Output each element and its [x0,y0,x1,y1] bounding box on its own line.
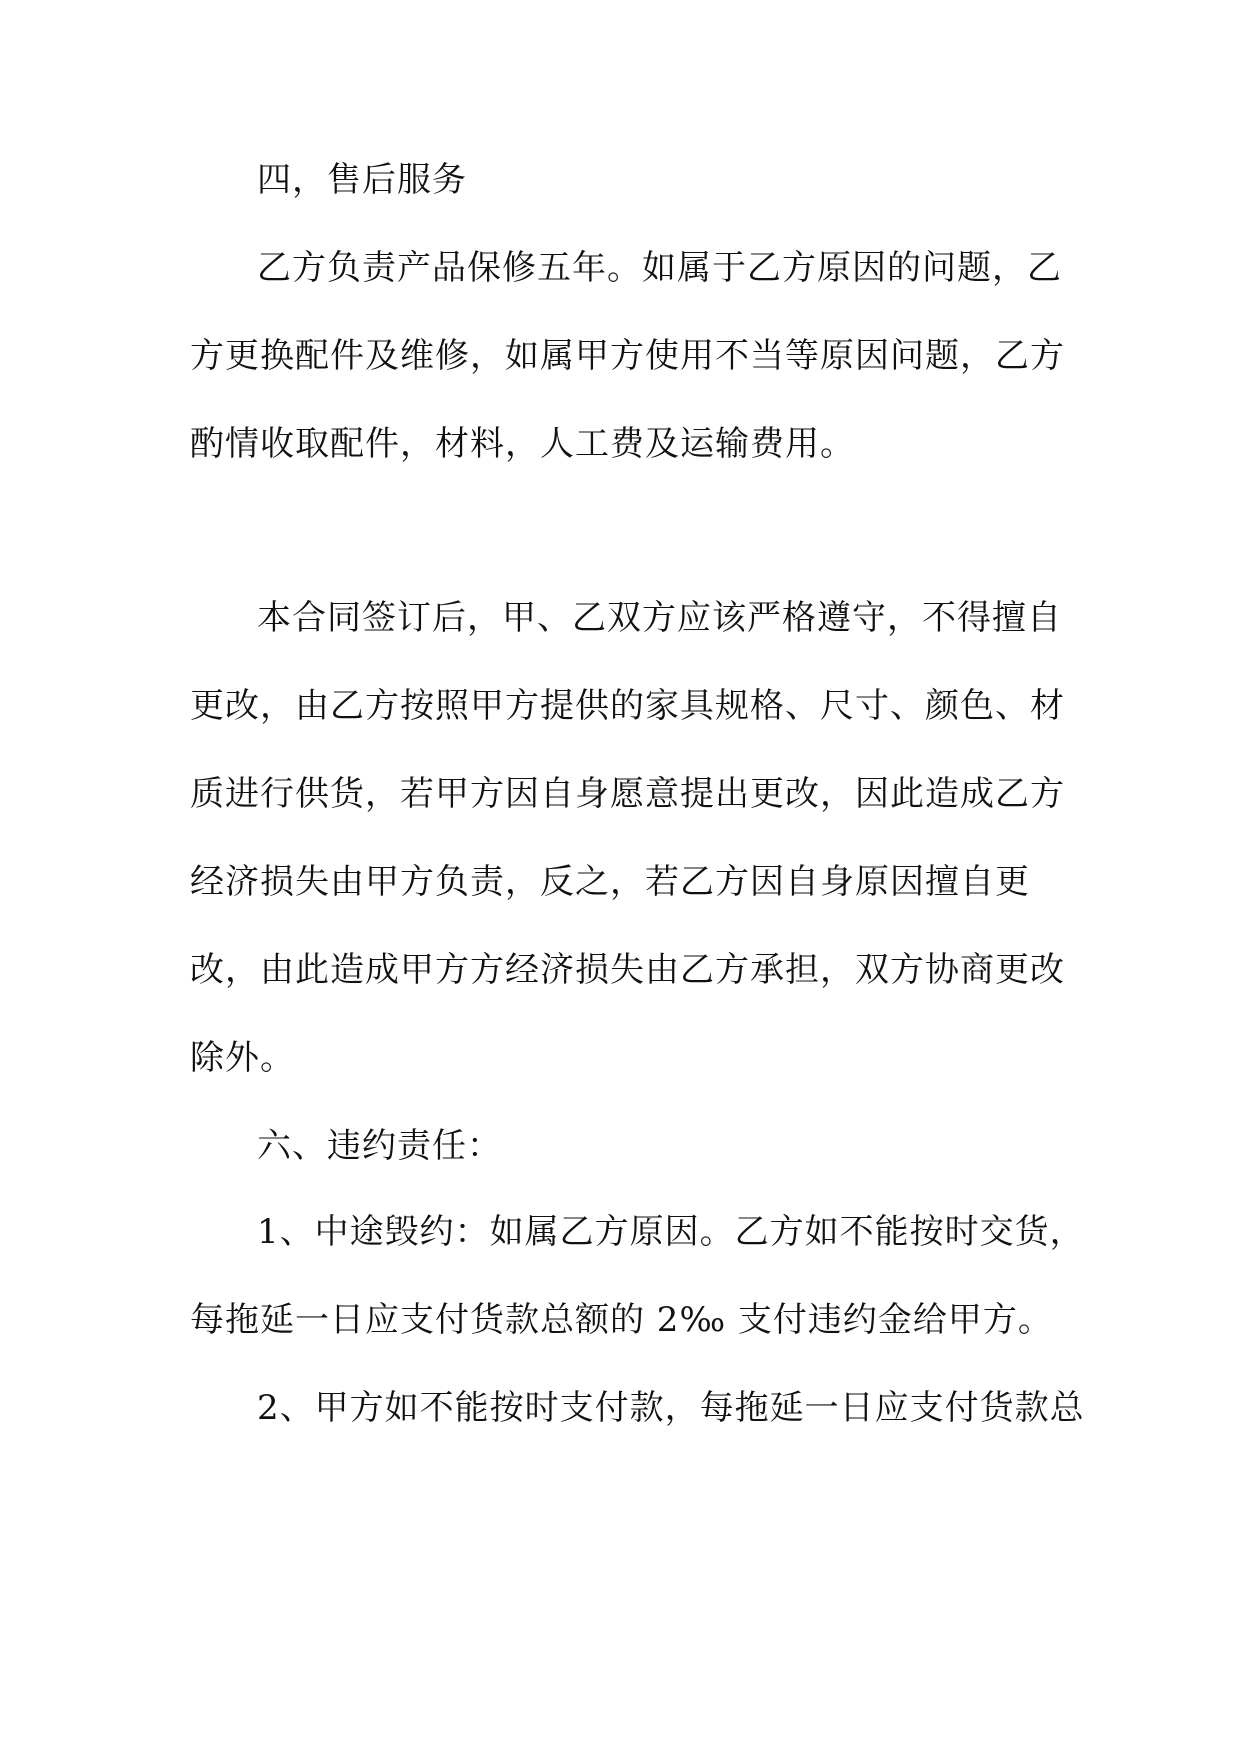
after-sales-paragraph-line: 酌情收取配件，材料，人工费及运输费用。 [190,424,855,464]
contract-paragraph-line: 改，由此造成甲方方经济损失由乙方承担，双方协商更改 [190,950,1065,990]
liability-heading: 六、违约责任： [257,1126,502,1166]
after-sales-heading: 四，售后服务 [257,160,467,200]
contract-paragraph-line: 本合同签订后，甲、乙双方应该严格遵守，不得擅自 [257,598,1062,638]
contract-paragraph-line: 质进行供货，若甲方因自身愿意提出更改，因此造成乙方 [190,774,1065,814]
after-sales-paragraph-line: 方更换配件及维修，如属甲方使用不当等原因问题，乙方 [190,336,1065,376]
contract-paragraph-line: 更改，由乙方按照甲方提供的家具规格、尺寸、颜色、材 [190,686,1065,726]
contract-paragraph-line: 除外。 [190,1038,295,1078]
liability-item-2-line: 2、甲方如不能按时支付款，每拖延一日应支付货款总 [257,1388,1085,1428]
contract-paragraph-line: 经济损失由甲方负责，反之，若乙方因自身原因擅自更 [190,862,1030,902]
liability-item-1-line: 1、中途毁约：如属乙方原因。乙方如不能按时交货， [257,1212,1085,1252]
after-sales-paragraph-line: 乙方负责产品保修五年。如属于乙方原因的问题，乙 [257,248,1062,288]
liability-item-1-line: 每拖延一日应支付货款总额的 2‰ 支付违约金给甲方。 [190,1300,1053,1340]
